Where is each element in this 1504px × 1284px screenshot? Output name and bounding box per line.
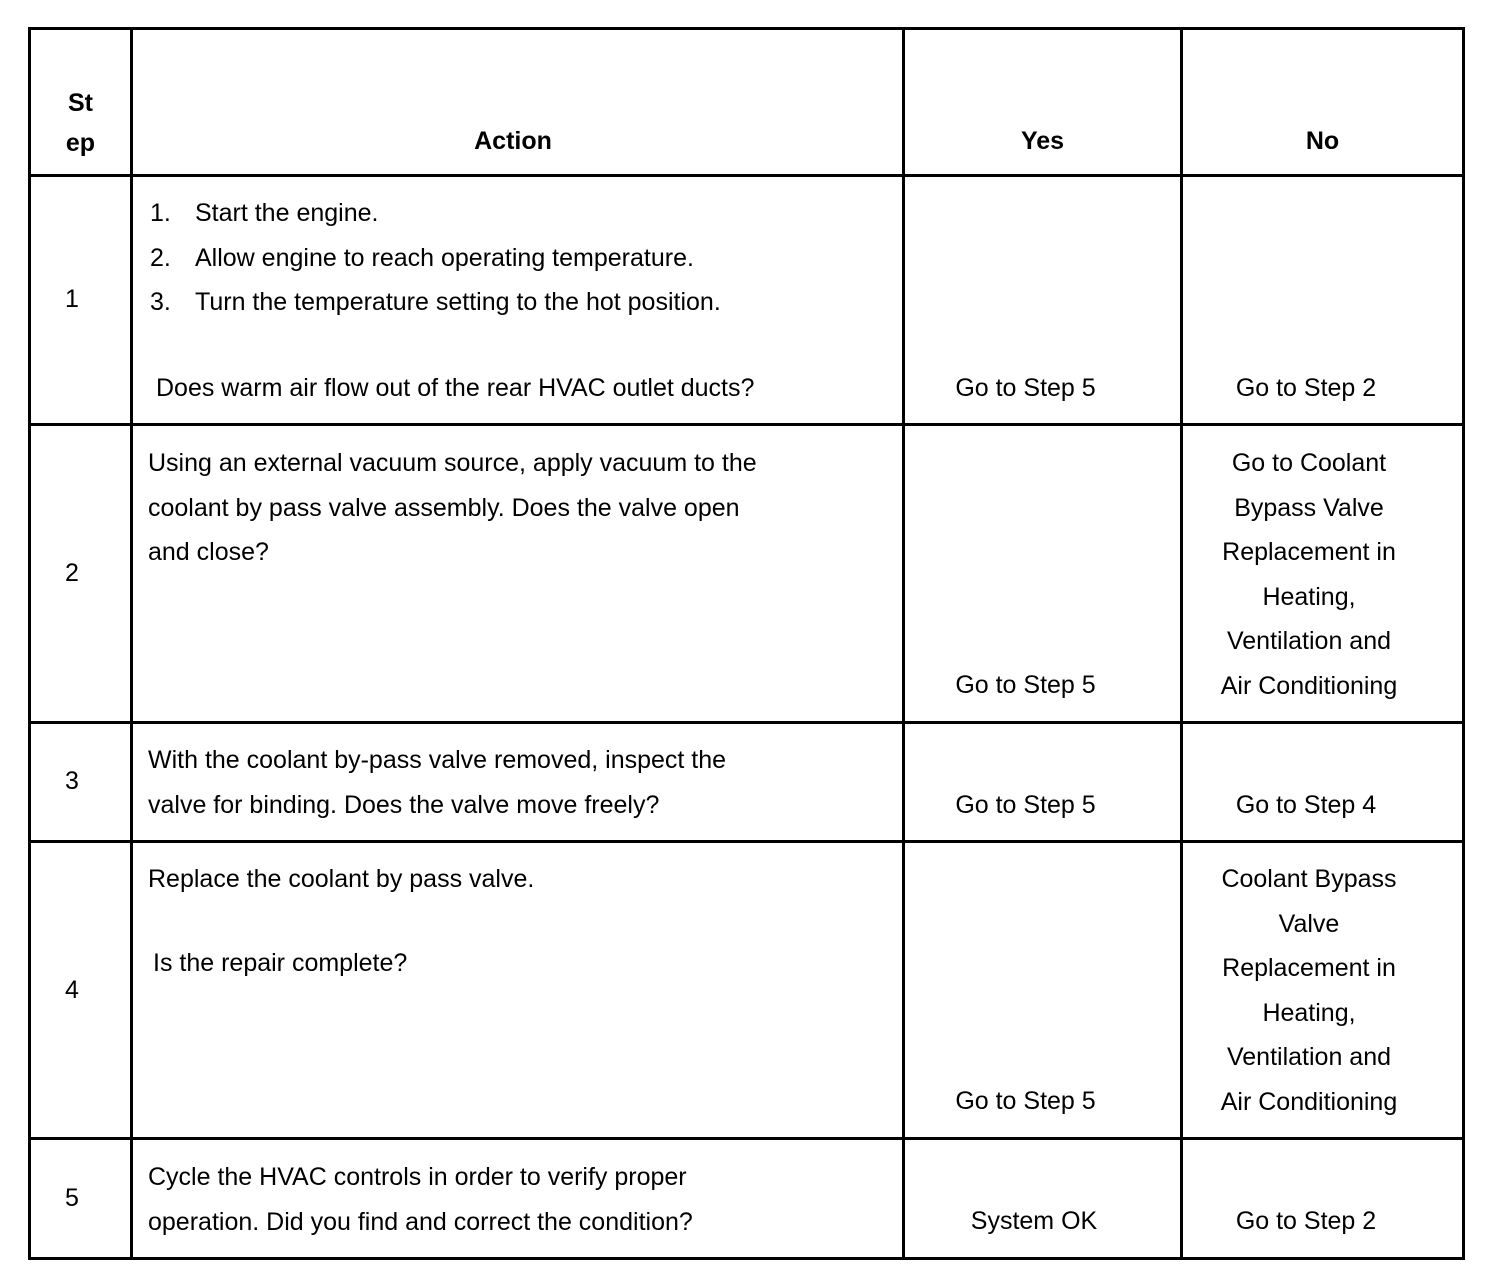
table-border-bottom bbox=[28, 1257, 1465, 1260]
row5-action-line: Cycle the HVAC controls in order to verify proper bbox=[148, 1163, 687, 1191]
row1-action-question: Does warm air flow out of the rear HVAC outlet ducts? bbox=[156, 374, 755, 402]
header-yes: Yes bbox=[1020, 127, 1065, 155]
header-step-line1: St bbox=[68, 89, 93, 117]
row2-no bbox=[1183, 441, 1435, 708]
step-number-1: 1 bbox=[65, 285, 79, 313]
list-item bbox=[150, 236, 721, 281]
row2-no-line: Heating, bbox=[1262, 582, 1356, 611]
step-number-3: 3 bbox=[65, 767, 79, 795]
list-item-text: Turn the temperature setting to the hot position. bbox=[195, 288, 721, 316]
row2-no-line: Ventilation and bbox=[1226, 627, 1392, 655]
row4-no bbox=[1183, 857, 1435, 1124]
list-item-number: 3. bbox=[150, 288, 171, 316]
row1-yes: Go to Step 5 bbox=[955, 374, 1096, 402]
row2-action-line: and close? bbox=[148, 538, 269, 566]
row4-no-line: Ventilation and bbox=[1226, 1043, 1392, 1071]
row3-action bbox=[148, 738, 726, 827]
list-item bbox=[150, 280, 721, 325]
row3-yes: Go to Step 5 bbox=[955, 791, 1096, 819]
row4-no-line: Replacement in bbox=[1222, 954, 1396, 982]
list-item-number: 2. bbox=[150, 243, 171, 272]
row4-no-line: Valve bbox=[1278, 909, 1340, 938]
header-no: No bbox=[1305, 127, 1340, 155]
row-divider-3 bbox=[28, 840, 1465, 843]
row2-no-line: Go to Coolant bbox=[1231, 449, 1387, 477]
row-divider-1 bbox=[28, 423, 1465, 426]
row4-action-question: Is the repair complete? bbox=[153, 949, 408, 977]
row5-yes: System OK bbox=[970, 1207, 1098, 1235]
step-number-5: 5 bbox=[65, 1184, 79, 1212]
row4-yes: Go to Step 5 bbox=[955, 1087, 1096, 1115]
table-border-right bbox=[1462, 27, 1465, 1260]
row-divider-2 bbox=[28, 721, 1465, 724]
troubleshooting-table bbox=[28, 27, 1465, 1260]
list-item-text: Start the engine. bbox=[195, 199, 379, 227]
list-item-number: 1. bbox=[150, 199, 171, 227]
row3-action-line: With the coolant by-pass valve removed, inspect the bbox=[148, 746, 727, 774]
row1-action bbox=[150, 191, 721, 325]
header-divider bbox=[28, 174, 1465, 177]
row-divider-4 bbox=[28, 1137, 1465, 1140]
row2-no-line: Replacement in bbox=[1222, 538, 1396, 566]
row2-action-line: Using an external vacuum source, apply vacuum to the bbox=[148, 449, 757, 477]
list-item-text: Allow engine to reach operating temperature. bbox=[195, 243, 694, 272]
row2-yes: Go to Step 5 bbox=[955, 671, 1096, 699]
row4-no-line: Heating, bbox=[1262, 998, 1356, 1027]
row2-action bbox=[148, 441, 757, 575]
table-border-top bbox=[28, 27, 1465, 30]
col-divider-action-yes bbox=[902, 27, 905, 1260]
table-border-left bbox=[28, 27, 31, 1260]
row1-no: Go to Step 2 bbox=[1235, 374, 1377, 402]
row3-no: Go to Step 4 bbox=[1235, 791, 1377, 819]
header-step-line2: ep bbox=[65, 129, 96, 157]
row4-no-line: Coolant Bypass bbox=[1221, 865, 1397, 893]
row5-action bbox=[148, 1155, 693, 1244]
row4-no-line: Air Conditioning bbox=[1220, 1087, 1398, 1116]
row1-action-list bbox=[150, 191, 721, 325]
row4-action-line1: Replace the coolant by pass valve. bbox=[148, 865, 535, 893]
row5-no: Go to Step 2 bbox=[1235, 1207, 1377, 1235]
row2-action-line: coolant by pass valve assembly. Does the valve open bbox=[148, 493, 740, 522]
step-number-2: 2 bbox=[65, 559, 79, 587]
row5-action-line: operation. Did you find and correct the condition? bbox=[148, 1207, 693, 1236]
list-item bbox=[150, 191, 721, 236]
row3-action-line: valve for binding. Does the valve move freely? bbox=[148, 790, 660, 819]
row2-no-line: Bypass Valve bbox=[1234, 493, 1384, 522]
header-step bbox=[31, 83, 130, 163]
header-action: Action bbox=[474, 127, 552, 155]
step-number-4: 4 bbox=[65, 976, 79, 1004]
row2-no-line: Air Conditioning bbox=[1220, 671, 1398, 700]
col-divider-step-action bbox=[130, 27, 133, 1260]
